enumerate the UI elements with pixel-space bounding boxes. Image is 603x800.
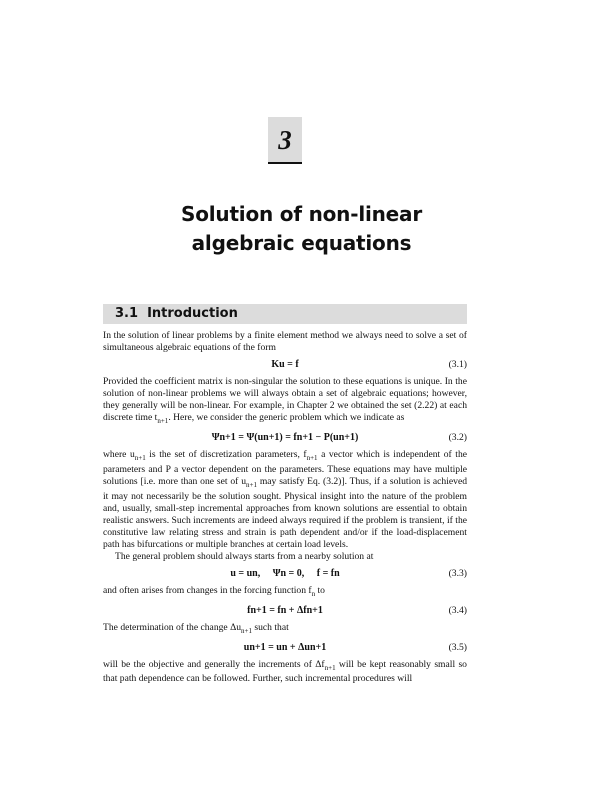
equation-text: Ψn+1 = Ψ(un+1) = fn+1 − P(un+1) [211,431,359,443]
chapter-title-line-1: Solution of non-linear [181,202,422,226]
equation-3-3 [103,563,467,585]
chapter-number: 3 [278,125,292,155]
equation-number: (3.3) [448,567,467,579]
equation-text: Ku = f [271,359,299,370]
paragraph-7: will be the objective and generally the increments of $\Delta f_{n+1}$ will be kept reasonably small so that path dependence can be followed. Further, such incremental procedures will [103,658,467,685]
equation-text: u = un, Ψn = 0, f = fn [230,567,340,579]
paragraph-4: The general problem should always starts from a nearby solution at [115,550,374,562]
equation-number: (3.1) [448,359,467,370]
paragraph-5: and often arises from changes in the forcing function $f_n$ to [103,584,325,598]
body-text [103,330,467,685]
equation-number: (3.2) [448,431,467,443]
section-name: Introduction [147,306,238,321]
equation-number: (3.4) [448,604,467,616]
equation-text: un+1 = un + Δun+1 [243,641,327,653]
section-number: 3.1 [115,306,139,321]
equation-text: fn+1 = fn + Δfn+1 [247,604,323,616]
section-title [115,304,238,324]
chapter-title [0,200,603,258]
equation-3-1 [103,354,467,376]
equation-3-4 [103,600,467,622]
equation-3-2 [103,427,467,449]
paragraph-6: The determination of the change $\Delta u_{n+1}$ such that [103,621,289,635]
equation-3-5 [103,637,467,659]
section-heading [103,304,467,324]
chapter-number-box [268,117,302,164]
equation-number: (3.5) [448,641,467,653]
paragraph-1: In the solution of linear problems by a finite element method we always need to solve a set of simultaneous algebraic equations of the form [103,330,467,353]
paragraph-3: where $u_{n+1}$ is the set of discretization parameters, $f_{n+1}$ a vector which is independent of the parameters and P a vector dependent on the parameters. These equations may have multiple solutions [i.e. more than one set of $u_{n+1}$ may satisfy Eq. (3.2)]. Thus, if a solution is achieved it may not necessarily be the solution sought. Physical insight into the nature of the problem and, usually, small-step incremental approaches from known solutions are essential to obtain realistic answers. Such increments are indeed always required if the problem is transient, if the constitutive law relating stress and strain is path dependent and/or if the load-displacement path has bifurcations or multiple branches at certain load levels. [103,448,468,550]
paragraph-2: Provided the coefficient matrix is non-singular the solution to these equations is unique. In the solution of non-linear problems we will always obtain a set of algebraic equations; however, they generally will be non-linear. For example, in Chapter 2 we obtained the set (2.22) at each discrete time $t_{n+1}$. Here, we consider the generic problem which we indicate as [103,376,468,425]
chapter-title-line-2: algebraic equations [191,231,412,255]
